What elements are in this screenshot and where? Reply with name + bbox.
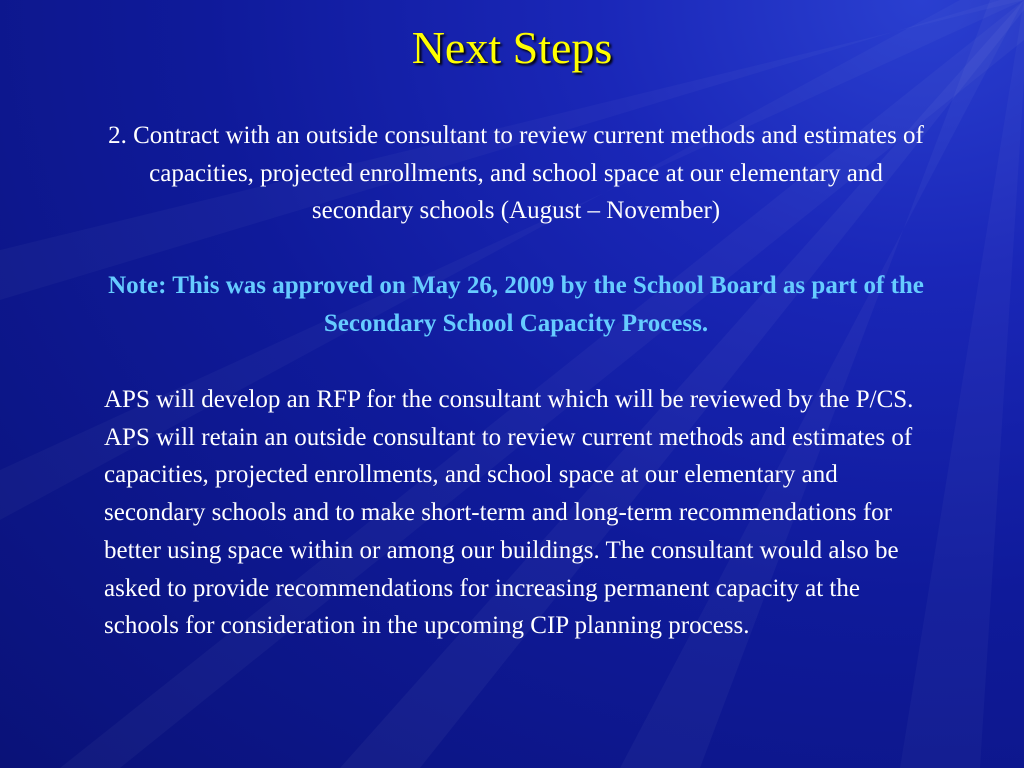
body-paragraph: APS will develop an RFP for the consultant which will be reviewed by the P/CS. APS will retain an outside consultant to review current methods and estimates of capacities, projected enrollments, and school space at our elementary and secondary schools and to make short-term and long-term recommendations for better using space within or among our buildings. The consultant would also be asked to provide recommendations for increasing permanent capacity at the schools for consideration in the upcoming CIP planning process. xyxy=(104,386,914,640)
approval-note: Note: This was approved on May 26, 2009 by the School Board as part of the Secondary School Capacity Process. xyxy=(108,272,924,337)
next-step-item: 2. Contract with an outside consultant to review current methods and estimates of capacities, projected enrollments, and school space at our elementary and secondary schools (August – November) xyxy=(108,122,924,224)
slide-title: Next Steps xyxy=(411,22,613,73)
